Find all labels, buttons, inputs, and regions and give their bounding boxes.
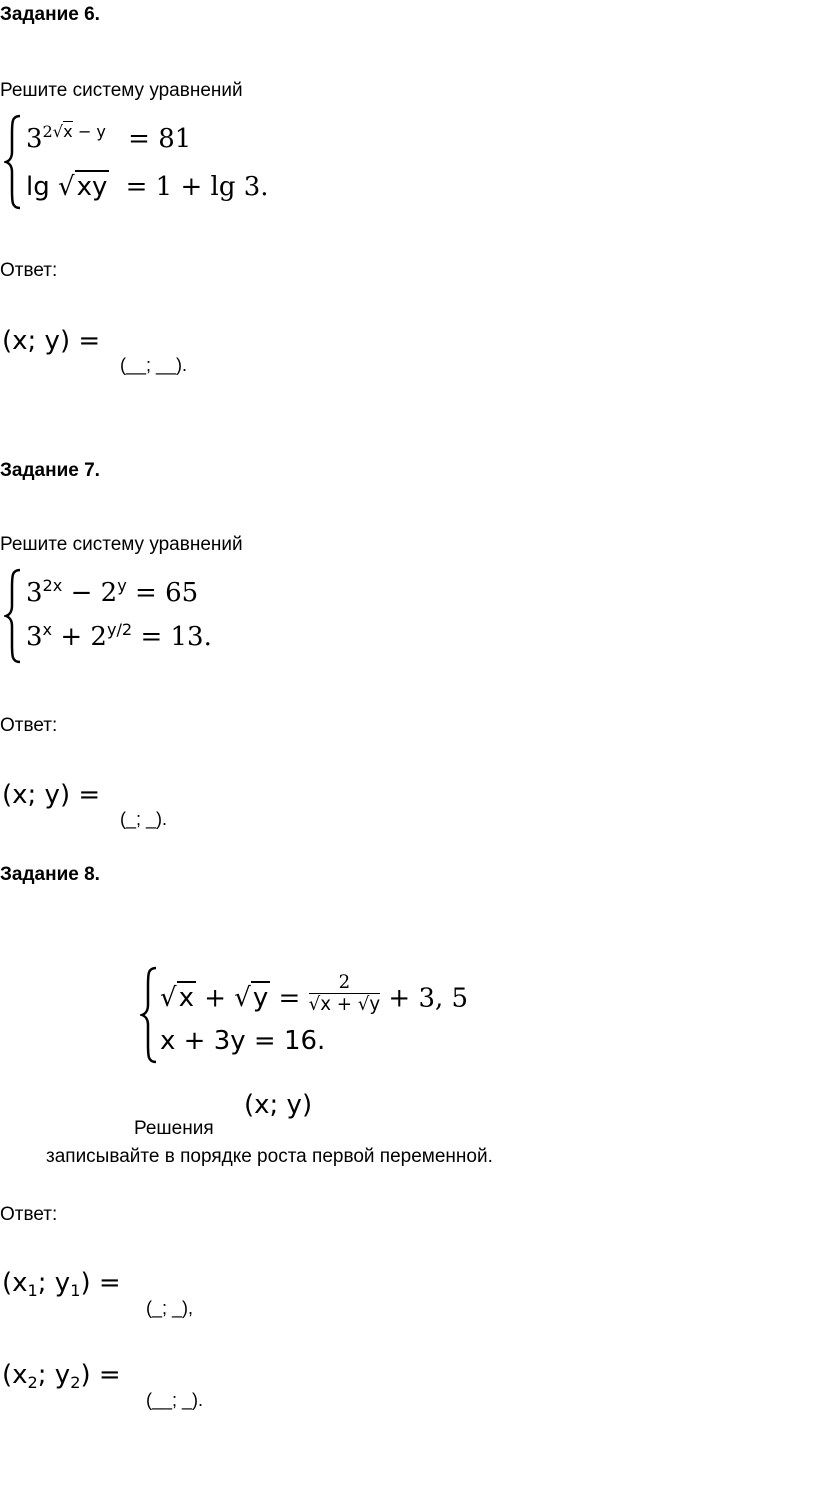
task7-brace (4, 568, 22, 664)
task7-prompt: Решите систему уравнений (0, 534, 243, 555)
task7-pair-lhs: (x; y) = (2, 780, 101, 810)
task6-answer-label: Ответ: (0, 260, 58, 281)
task8-pair2-lhs: ($x_2$; $y_2$) = (2, 1360, 121, 1392)
task6-title: Задание 6. (0, 4, 100, 25)
task7-equation-2: $3^x + 2^{y/2} = 13$. (26, 620, 212, 652)
task8-equation-1: √x + √y = $\frac{2}{√x + √y}$ + 3, 5 (160, 971, 469, 1015)
task7-title: Задание 7. (0, 460, 100, 481)
task6-brace (4, 114, 22, 210)
task8-title: Задание 8. (0, 864, 100, 885)
task6-answer-blank[interactable]: (__; __). (120, 355, 188, 375)
task7-answer-label: Ответ: (0, 715, 58, 736)
task6-equation-2: lg √xy = 1 + lg 3. (26, 172, 269, 202)
task6-prompt: Решите систему уравнений (0, 80, 243, 101)
task8-answer-blank-1[interactable]: (_; _), (146, 1298, 194, 1318)
task6-pair-lhs: (x; y) = (2, 326, 101, 356)
task8-pair1-lhs: ($x_1$; $y_1$) = (2, 1268, 121, 1300)
task8-pair-var: (x; y) (244, 1090, 313, 1120)
task7-answer-blank[interactable]: (_; _). (120, 809, 168, 829)
task8-note-text: записывайте в порядке роста первой переменной. (46, 1146, 493, 1167)
task8-answer-label: Ответ: (0, 1204, 58, 1225)
task8-note-word: Решения (134, 1118, 214, 1139)
task8-brace (140, 966, 158, 1064)
task7-equation-1: $3^{2x} - 2^y = 65$ (26, 576, 199, 608)
task8-answer-blank-2[interactable]: (__; _). (146, 1390, 204, 1410)
task8-equation-2: x + 3y = 16. (160, 1026, 326, 1056)
task8-fraction: $\frac{2}{√x + √y}$ (308, 971, 381, 1015)
task6-equation-1: $3^{2√x - y} = 81$ (26, 122, 192, 154)
